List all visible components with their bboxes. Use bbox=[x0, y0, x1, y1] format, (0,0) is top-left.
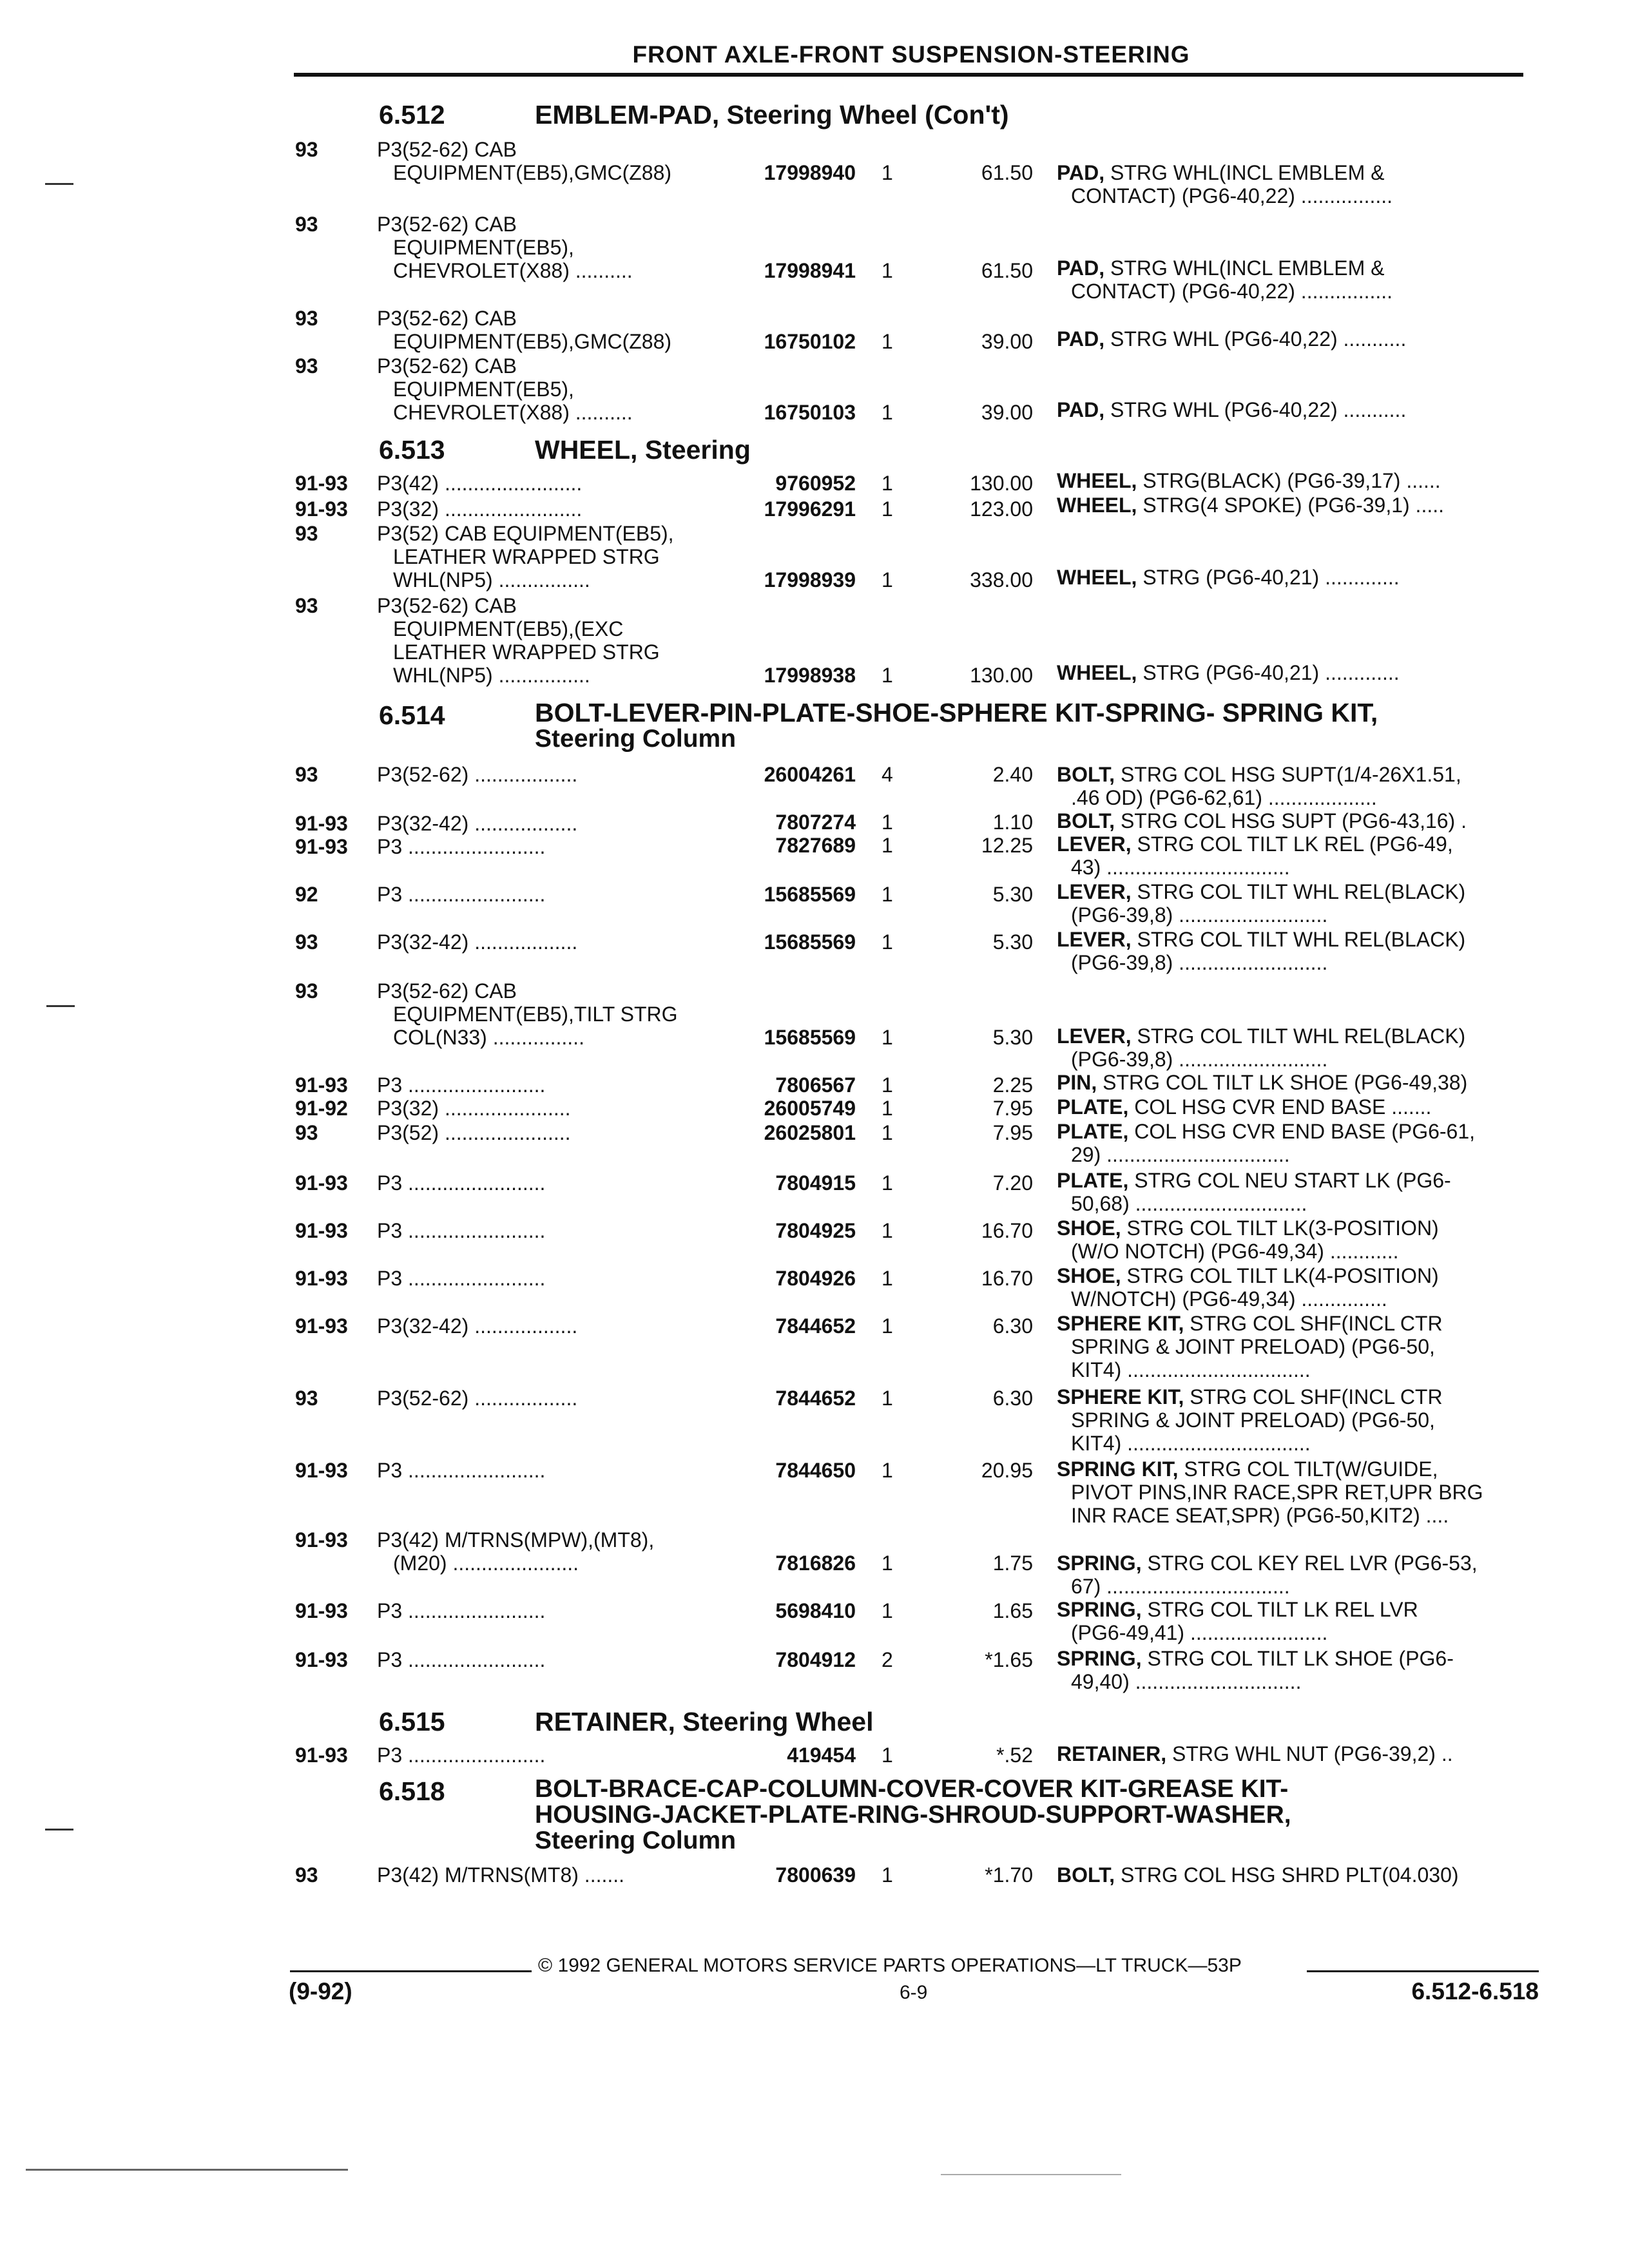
price: 5.30 bbox=[992, 1026, 1033, 1049]
nomenclature-cont: (PG6-49,41) ........................ bbox=[1071, 1621, 1328, 1644]
section-number: 6.515 bbox=[379, 1707, 445, 1736]
section-title-cont: Steering Column bbox=[535, 725, 737, 753]
application: P3 ........................ bbox=[377, 1459, 546, 1482]
price: 7.95 bbox=[992, 1097, 1033, 1120]
quantity: 1 bbox=[882, 1599, 893, 1622]
year-range: 93 bbox=[295, 979, 318, 1003]
part-name: BOLT, bbox=[1057, 809, 1115, 832]
quantity: 1 bbox=[882, 1097, 893, 1120]
application: P3(52-62) CAB bbox=[377, 594, 517, 617]
part-detail: STRG(4 SPOKE) (PG6-39,1) ..... bbox=[1137, 494, 1444, 517]
footer-rule-right bbox=[1307, 1970, 1539, 1972]
part-name: PAD, bbox=[1057, 161, 1105, 184]
nomenclature bbox=[1057, 494, 1524, 517]
application: EQUIPMENT(EB5),GMC(Z88) bbox=[393, 161, 672, 184]
year-range: 93 bbox=[295, 1121, 318, 1144]
quantity: 1 bbox=[882, 1387, 893, 1410]
nomenclature-cont: 49,40) ............................. bbox=[1071, 1670, 1302, 1693]
nomenclature bbox=[1057, 161, 1524, 184]
quantity: 1 bbox=[882, 1267, 893, 1290]
price: 7.95 bbox=[992, 1121, 1033, 1144]
application: P3(32-42) .................. bbox=[377, 930, 578, 954]
page-number: 6-9 bbox=[900, 1982, 928, 2003]
part-detail: COL HSG CVR END BASE (PG6-61, bbox=[1128, 1120, 1476, 1143]
year-range: 91-92 bbox=[295, 1097, 348, 1120]
part-name: WHEEL, bbox=[1057, 494, 1137, 517]
application: P3 ........................ bbox=[377, 1744, 546, 1767]
quantity: 1 bbox=[882, 1219, 893, 1242]
year-range: 91-93 bbox=[295, 1744, 348, 1767]
application: EQUIPMENT(EB5), bbox=[393, 378, 574, 401]
application: P3 ........................ bbox=[377, 1219, 546, 1242]
part-detail: STRG COL NEU START LK (PG6- bbox=[1128, 1169, 1451, 1192]
quantity: 1 bbox=[882, 568, 893, 591]
quantity: 1 bbox=[882, 1073, 893, 1097]
part-name: PIN, bbox=[1057, 1071, 1097, 1094]
year-range: 93 bbox=[295, 1387, 318, 1410]
application: P3(52) ...................... bbox=[377, 1121, 571, 1144]
application: P3(52-62) CAB bbox=[377, 354, 517, 378]
price: 39.00 bbox=[981, 401, 1033, 424]
nomenclature bbox=[1057, 1385, 1524, 1408]
quantity: 1 bbox=[882, 834, 893, 857]
price: 130.00 bbox=[970, 664, 1033, 687]
year-range: 93 bbox=[295, 763, 318, 786]
part-name: SPHERE KIT, bbox=[1057, 1385, 1184, 1408]
application: EQUIPMENT(EB5), bbox=[393, 236, 574, 259]
part-name: PLATE, bbox=[1057, 1095, 1129, 1119]
part-name: PAD, bbox=[1057, 398, 1105, 421]
price: 2.40 bbox=[992, 763, 1033, 786]
price: 20.95 bbox=[981, 1459, 1033, 1482]
year-range: 91-93 bbox=[295, 1314, 348, 1338]
part-detail: STRG WHL (PG6-40,22) ........... bbox=[1104, 327, 1407, 351]
part-number: 15685569 bbox=[764, 1026, 856, 1049]
nomenclature bbox=[1057, 1457, 1524, 1481]
nomenclature-cont: (PG6-39,8) .......................... bbox=[1071, 1048, 1328, 1071]
section-title: RETAINER, Steering Wheel bbox=[535, 1707, 874, 1736]
year-range: 91-93 bbox=[295, 1267, 348, 1290]
part-detail: STRG COL TILT(W/GUIDE, bbox=[1178, 1457, 1438, 1481]
part-detail: STRG COL TILT LK SHOE (PG6- bbox=[1141, 1647, 1454, 1670]
year-range: 93 bbox=[295, 930, 318, 954]
nomenclature bbox=[1057, 1024, 1524, 1048]
nomenclature bbox=[1057, 1552, 1524, 1575]
part-name: SHOE, bbox=[1057, 1264, 1121, 1287]
application: P3 ........................ bbox=[377, 1073, 546, 1097]
part-number: 7800639 bbox=[775, 1863, 856, 1887]
section-number: 6.518 bbox=[379, 1776, 445, 1806]
year-range: 93 bbox=[295, 522, 318, 545]
part-name: SPHERE KIT, bbox=[1057, 1312, 1184, 1335]
part-detail: STRG COL TILT LK REL (PG6-49, bbox=[1131, 832, 1453, 856]
part-number: 7807274 bbox=[775, 811, 856, 834]
part-name: LEVER, bbox=[1057, 1024, 1132, 1048]
section-title: BOLT-BRACE-CAP-COLUMN-COVER-COVER KIT-GREASE KIT- bbox=[535, 1775, 1289, 1803]
part-number: 15685569 bbox=[764, 883, 856, 906]
application: P3(52-62) CAB bbox=[377, 307, 517, 330]
application: COL(N33) ................ bbox=[393, 1026, 584, 1049]
year-range: 93 bbox=[295, 307, 318, 330]
part-number: 7816826 bbox=[775, 1552, 856, 1575]
price: 61.50 bbox=[981, 259, 1033, 282]
application: P3(32-42) .................. bbox=[377, 1314, 578, 1338]
part-number: 7844652 bbox=[775, 1387, 856, 1410]
application: WHL(NP5) ................ bbox=[393, 568, 590, 591]
part-name: LEVER, bbox=[1057, 880, 1132, 903]
nomenclature bbox=[1057, 1095, 1524, 1119]
nomenclature bbox=[1057, 928, 1524, 951]
nomenclature-cont: KIT4) ................................ bbox=[1071, 1432, 1311, 1455]
part-number: 419454 bbox=[787, 1744, 856, 1767]
year-range: 93 bbox=[295, 594, 318, 617]
application: P3(42) ........................ bbox=[377, 472, 583, 495]
part-detail: STRG WHL(INCL EMBLEM & bbox=[1104, 256, 1385, 280]
quantity: 1 bbox=[882, 401, 893, 424]
part-number: 15685569 bbox=[764, 930, 856, 954]
nomenclature-cont: .46 OD) (PG6-62,61) ................... bbox=[1071, 786, 1377, 809]
part-name: SHOE, bbox=[1057, 1216, 1121, 1240]
part-number: 17996291 bbox=[764, 497, 856, 521]
price: 5.30 bbox=[992, 883, 1033, 906]
footer-rule-left bbox=[290, 1970, 532, 1972]
part-name: RETAINER, bbox=[1057, 1742, 1167, 1765]
part-detail: STRG WHL (PG6-40,22) ........... bbox=[1104, 398, 1407, 421]
part-number: 26004261 bbox=[764, 763, 856, 786]
nomenclature bbox=[1057, 661, 1524, 684]
quantity: 1 bbox=[882, 259, 893, 282]
year-range: 91-93 bbox=[295, 1459, 348, 1482]
section-number: 6.513 bbox=[379, 435, 445, 465]
application: EQUIPMENT(EB5),(EXC bbox=[393, 617, 624, 640]
application: CHEVROLET(X88) .......... bbox=[393, 259, 633, 282]
nomenclature bbox=[1057, 1598, 1524, 1621]
part-detail: STRG COL SHF(INCL CTR bbox=[1184, 1312, 1443, 1335]
price: *1.70 bbox=[985, 1863, 1033, 1887]
price: 7.20 bbox=[992, 1171, 1033, 1195]
part-name: PLATE, bbox=[1057, 1169, 1129, 1192]
year-range: 91-93 bbox=[295, 1073, 348, 1097]
year-range: 93 bbox=[295, 354, 318, 378]
year-range: 91-93 bbox=[295, 497, 348, 521]
part-detail: STRG COL TILT WHL REL(BLACK) bbox=[1131, 880, 1466, 903]
quantity: 2 bbox=[882, 1648, 893, 1671]
quantity: 1 bbox=[882, 1459, 893, 1482]
nomenclature bbox=[1057, 1863, 1524, 1887]
price: 16.70 bbox=[981, 1219, 1033, 1242]
application: EQUIPMENT(EB5),GMC(Z88) bbox=[393, 330, 672, 353]
part-name: SPRING, bbox=[1057, 1552, 1142, 1575]
application: P3 ........................ bbox=[377, 835, 546, 858]
nomenclature-cont: 43) ................................ bbox=[1071, 856, 1290, 879]
part-number: 26025801 bbox=[764, 1121, 856, 1144]
quantity: 1 bbox=[882, 1552, 893, 1575]
part-number: 17998939 bbox=[764, 568, 856, 591]
quantity: 1 bbox=[882, 883, 893, 906]
application: EQUIPMENT(EB5),TILT STRG bbox=[393, 1003, 678, 1026]
part-name: PAD, bbox=[1057, 327, 1105, 351]
price: 39.00 bbox=[981, 330, 1033, 353]
application: P3(52-62) .................. bbox=[377, 1387, 578, 1410]
nomenclature-cont: W/NOTCH) (PG6-49,34) ............... bbox=[1071, 1287, 1387, 1311]
part-name: SPRING, bbox=[1057, 1598, 1142, 1621]
application: P3(52-62) .................. bbox=[377, 763, 578, 786]
application: P3(52-62) CAB bbox=[377, 979, 517, 1003]
part-number: 9760952 bbox=[775, 472, 856, 495]
price: 61.50 bbox=[981, 161, 1033, 184]
quantity: 1 bbox=[882, 930, 893, 954]
margin-mark bbox=[46, 1005, 75, 1007]
part-name: WHEEL, bbox=[1057, 566, 1137, 589]
price: 5.30 bbox=[992, 930, 1033, 954]
part-name: WHEEL, bbox=[1057, 661, 1137, 684]
application: (M20) ...................... bbox=[393, 1552, 579, 1575]
nomenclature bbox=[1057, 469, 1524, 492]
application: P3 ........................ bbox=[377, 1599, 546, 1622]
application: P3(52) CAB EQUIPMENT(EB5), bbox=[377, 522, 674, 545]
price: 12.25 bbox=[981, 834, 1033, 857]
section-title-cont: Steering Column bbox=[535, 1827, 737, 1854]
price: 123.00 bbox=[970, 497, 1033, 521]
quantity: 1 bbox=[882, 161, 893, 184]
part-number: 7804915 bbox=[775, 1171, 856, 1195]
application: P3 ........................ bbox=[377, 1171, 546, 1195]
nomenclature-cont: 29) ................................ bbox=[1071, 1143, 1290, 1166]
part-detail: STRG COL HSG SHRD PLT(04.030) bbox=[1115, 1863, 1459, 1887]
price: 1.65 bbox=[992, 1599, 1033, 1622]
part-detail: STRG COL TILT LK REL LVR bbox=[1141, 1598, 1418, 1621]
part-detail: STRG COL TILT LK SHOE (PG6-49,38) bbox=[1097, 1071, 1468, 1094]
nomenclature-cont: KIT4) ................................ bbox=[1071, 1358, 1311, 1381]
scan-artifact-line bbox=[26, 2169, 348, 2171]
part-detail: STRG COL TILT WHL REL(BLACK) bbox=[1131, 1024, 1466, 1048]
quantity: 1 bbox=[882, 1863, 893, 1887]
part-detail: STRG (PG6-40,21) ............. bbox=[1137, 661, 1400, 684]
part-number: 7844652 bbox=[775, 1314, 856, 1338]
price: 1.75 bbox=[992, 1552, 1033, 1575]
nomenclature bbox=[1057, 1071, 1524, 1094]
nomenclature bbox=[1057, 1120, 1524, 1143]
year-range: 91-93 bbox=[295, 1219, 348, 1242]
part-number: 7806567 bbox=[775, 1073, 856, 1097]
year-range: 91-93 bbox=[295, 1528, 348, 1552]
section-title: EMBLEM-PAD, Steering Wheel (Con't) bbox=[535, 100, 1009, 130]
part-detail: STRG COL TILT WHL REL(BLACK) bbox=[1131, 928, 1466, 951]
part-name: LEVER, bbox=[1057, 928, 1132, 951]
part-detail: COL HSG CVR END BASE ....... bbox=[1128, 1095, 1432, 1119]
nomenclature bbox=[1057, 880, 1524, 903]
year-range: 93 bbox=[295, 1863, 318, 1887]
nomenclature bbox=[1057, 398, 1524, 421]
application: P3(32) ........................ bbox=[377, 497, 583, 521]
part-detail: STRG COL HSG SUPT (PG6-43,16) . bbox=[1115, 809, 1467, 832]
part-number: 5698410 bbox=[775, 1599, 856, 1622]
nomenclature-cont: (PG6-39,8) .......................... bbox=[1071, 903, 1328, 927]
section-title: WHEEL, Steering bbox=[535, 435, 751, 465]
part-detail: STRG COL TILT LK(3-POSITION) bbox=[1121, 1216, 1439, 1240]
application: LEATHER WRAPPED STRG bbox=[393, 545, 660, 568]
nomenclature bbox=[1057, 1647, 1524, 1670]
quantity: 1 bbox=[882, 1171, 893, 1195]
nomenclature-cont: PIVOT PINS,INR RACE,SPR RET,UPR BRG bbox=[1071, 1481, 1483, 1504]
part-detail: STRG COL TILT LK(4-POSITION) bbox=[1121, 1264, 1439, 1287]
quantity: 1 bbox=[882, 1314, 893, 1338]
part-name: PLATE, bbox=[1057, 1120, 1129, 1143]
year-range: 91-93 bbox=[295, 1648, 348, 1671]
nomenclature-cont: SPRING & JOINT PRELOAD) (PG6-50, bbox=[1071, 1335, 1435, 1358]
quantity: 1 bbox=[882, 664, 893, 687]
quantity: 1 bbox=[882, 472, 893, 495]
part-name: WHEEL, bbox=[1057, 469, 1137, 492]
part-number: 17998938 bbox=[764, 664, 856, 687]
nomenclature-cont: (PG6-39,8) .......................... bbox=[1071, 951, 1328, 974]
part-detail: STRG COL SHF(INCL CTR bbox=[1184, 1385, 1443, 1408]
application: P3(52-62) CAB bbox=[377, 213, 517, 236]
part-name: SPRING KIT, bbox=[1057, 1457, 1179, 1481]
application: P3(52-62) CAB bbox=[377, 138, 517, 161]
nomenclature bbox=[1057, 1742, 1524, 1765]
part-number: 7804926 bbox=[775, 1267, 856, 1290]
section-number: 6.514 bbox=[379, 700, 445, 730]
application: CHEVROLET(X88) .......... bbox=[393, 401, 633, 424]
part-number: 7804912 bbox=[775, 1648, 856, 1671]
quantity: 1 bbox=[882, 497, 893, 521]
price: 6.30 bbox=[992, 1314, 1033, 1338]
nomenclature bbox=[1057, 1264, 1524, 1287]
part-detail: STRG COL KEY REL LVR (PG6-53, bbox=[1141, 1552, 1478, 1575]
part-detail: STRG(BLACK) (PG6-39,17) ...... bbox=[1137, 469, 1441, 492]
year-range: 91-93 bbox=[295, 835, 348, 858]
application: P3(32) ...................... bbox=[377, 1097, 571, 1120]
part-detail: STRG WHL NUT (PG6-39,2) .. bbox=[1166, 1742, 1453, 1765]
application: P3 ........................ bbox=[377, 1267, 546, 1290]
nomenclature bbox=[1057, 832, 1524, 856]
price: 1.10 bbox=[992, 811, 1033, 834]
application: P3(32-42) .................. bbox=[377, 812, 578, 835]
year-range: 91-93 bbox=[295, 472, 348, 495]
year-range: 93 bbox=[295, 213, 318, 236]
part-name: BOLT, bbox=[1057, 763, 1115, 786]
price: 16.70 bbox=[981, 1267, 1033, 1290]
part-name: SPRING, bbox=[1057, 1647, 1142, 1670]
part-number: 26005749 bbox=[764, 1097, 856, 1120]
part-name: BOLT, bbox=[1057, 1863, 1115, 1887]
application: P3 ........................ bbox=[377, 1648, 546, 1671]
nomenclature bbox=[1057, 1312, 1524, 1335]
footer-date: (9-92) bbox=[289, 1978, 352, 2004]
application: P3(42) M/TRNS(MT8) ....... bbox=[377, 1863, 625, 1887]
nomenclature bbox=[1057, 809, 1524, 832]
section-title: BOLT-LEVER-PIN-PLATE-SHOE-SPHERE KIT-SPRING- SPRING KIT, bbox=[535, 698, 1378, 727]
part-number: 17998941 bbox=[764, 259, 856, 282]
nomenclature bbox=[1057, 566, 1524, 589]
part-detail: STRG (PG6-40,21) ............. bbox=[1137, 566, 1400, 589]
part-number: 7844650 bbox=[775, 1459, 856, 1482]
price: 130.00 bbox=[970, 472, 1033, 495]
application: P3 ........................ bbox=[377, 883, 546, 906]
nomenclature-cont: 50,68) .............................. bbox=[1071, 1192, 1307, 1215]
part-detail: STRG COL HSG SUPT(1/4-26X1.51, bbox=[1115, 763, 1461, 786]
part-number: 16750103 bbox=[764, 401, 856, 424]
section-range: 6.512-6.518 bbox=[1411, 1978, 1539, 2004]
part-detail: STRG WHL(INCL EMBLEM & bbox=[1104, 161, 1385, 184]
application: P3(42) M/TRNS(MPW),(MT8), bbox=[377, 1528, 655, 1552]
application: WHL(NP5) ................ bbox=[393, 664, 590, 687]
nomenclature bbox=[1057, 763, 1524, 786]
year-range: 91-93 bbox=[295, 812, 348, 835]
nomenclature bbox=[1057, 327, 1524, 351]
nomenclature-cont: CONTACT) (PG6-40,22) ................ bbox=[1071, 280, 1393, 303]
year-range: 91-93 bbox=[295, 1171, 348, 1195]
nomenclature-cont: CONTACT) (PG6-40,22) ................ bbox=[1071, 184, 1393, 207]
section-title-cont: HOUSING-JACKET-PLATE-RING-SHROUD-SUPPORT-WASHER, bbox=[535, 1801, 1291, 1829]
page-title: FRONT AXLE-FRONT SUSPENSION-STEERING bbox=[632, 41, 1190, 68]
footer-copyright: © 1992 GENERAL MOTORS SERVICE PARTS OPERATIONS—LT TRUCK—53P bbox=[538, 1955, 1242, 1976]
scan-artifact-line bbox=[941, 2174, 1121, 2175]
nomenclature bbox=[1057, 1216, 1524, 1240]
part-name: LEVER, bbox=[1057, 832, 1132, 856]
nomenclature bbox=[1057, 256, 1524, 280]
quantity: 1 bbox=[882, 1744, 893, 1767]
part-number: 7804925 bbox=[775, 1219, 856, 1242]
margin-mark bbox=[45, 1829, 73, 1831]
quantity: 1 bbox=[882, 330, 893, 353]
quantity: 1 bbox=[882, 1121, 893, 1144]
part-number: 17998940 bbox=[764, 161, 856, 184]
nomenclature bbox=[1057, 1169, 1524, 1192]
margin-mark bbox=[45, 183, 73, 185]
nomenclature-cont: 67) ................................ bbox=[1071, 1575, 1290, 1598]
price: *.52 bbox=[996, 1744, 1033, 1767]
nomenclature-cont: SPRING & JOINT PRELOAD) (PG6-50, bbox=[1071, 1408, 1435, 1432]
part-number: 16750102 bbox=[764, 330, 856, 353]
price: 338.00 bbox=[970, 568, 1033, 591]
year-range: 93 bbox=[295, 138, 318, 161]
quantity: 1 bbox=[882, 811, 893, 834]
section-number: 6.512 bbox=[379, 100, 445, 130]
quantity: 4 bbox=[882, 763, 893, 786]
price: *1.65 bbox=[985, 1648, 1033, 1671]
price: 6.30 bbox=[992, 1387, 1033, 1410]
year-range: 91-93 bbox=[295, 1599, 348, 1622]
quantity: 1 bbox=[882, 1026, 893, 1049]
nomenclature-cont: INR RACE SEAT,SPR) (PG6-50,KIT2) .... bbox=[1071, 1504, 1449, 1527]
part-number: 7827689 bbox=[775, 834, 856, 857]
part-name: PAD, bbox=[1057, 256, 1105, 280]
application: LEATHER WRAPPED STRG bbox=[393, 640, 660, 664]
year-range: 92 bbox=[295, 883, 318, 906]
price: 2.25 bbox=[992, 1073, 1033, 1097]
nomenclature-cont: (W/O NOTCH) (PG6-49,34) ............ bbox=[1071, 1240, 1399, 1263]
